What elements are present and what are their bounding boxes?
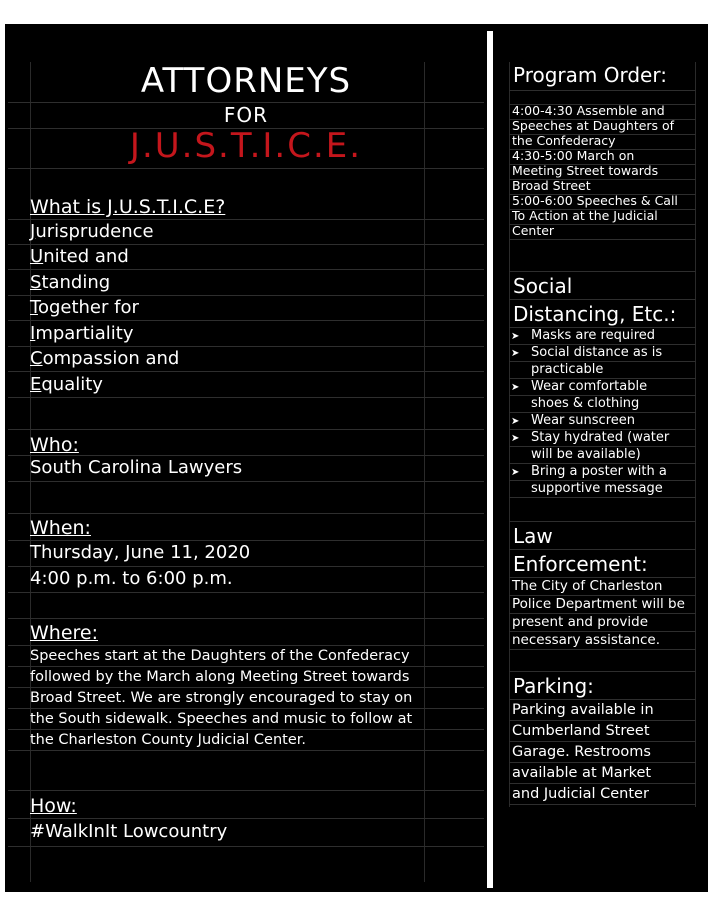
arrow-bullet-icon: ➤ xyxy=(511,467,520,478)
what-heading: What is J.U.S.T.I.C.E? xyxy=(8,194,484,220)
who-heading: Who: xyxy=(8,429,484,456)
bullet-item-cont: shoes & clothing xyxy=(509,395,696,413)
bullet-item: ➤ Social distance as is xyxy=(509,344,696,362)
what-line: Jurisprudence xyxy=(8,219,484,245)
program-line: Broad Street xyxy=(509,179,696,195)
spacer-row xyxy=(509,497,696,522)
parking-heading: Parking: xyxy=(509,671,696,700)
when-date: Thursday, June 11, 2020 xyxy=(8,540,484,567)
spacer-row xyxy=(8,592,484,619)
program-line: To Action at the Judicial xyxy=(509,209,696,225)
how-hashtag: #WalkInIt Lowcountry xyxy=(8,818,484,847)
where-line: the South sidewalk. Speeches and music to follow at xyxy=(8,708,484,730)
flyer-title: ATTORNEYS xyxy=(8,62,484,103)
program-line: 5:00-6:00 Speeches & Call xyxy=(509,194,696,210)
law-heading: Enforcement: xyxy=(509,549,696,578)
arrow-bullet-icon: ➤ xyxy=(511,348,520,359)
bullet-item-cont: will be available) xyxy=(509,446,696,464)
program-line: Speeches at Daughters of xyxy=(509,119,696,135)
spacer-row xyxy=(8,481,484,514)
program-line: the Confederacy xyxy=(509,134,696,150)
parking-line: Parking available in xyxy=(509,699,696,721)
where-line: Speeches start at the Daughters of the Confederacy xyxy=(8,645,484,667)
when-heading: When: xyxy=(8,513,484,541)
where-line: followed by the March along Meeting Street towards xyxy=(8,666,484,688)
program-heading: Program Order: xyxy=(509,62,696,91)
spacer-row xyxy=(8,750,484,791)
when-time: 4:00 p.m. to 6:00 p.m. xyxy=(8,566,484,593)
law-line: Police Department will be xyxy=(509,595,696,614)
what-line: Impartiality xyxy=(8,320,484,347)
bullet-item: ➤ Stay hydrated (water xyxy=(509,429,696,447)
program-line: Center xyxy=(509,224,696,240)
column-divider xyxy=(487,31,493,888)
flyer-for: FOR xyxy=(8,102,484,129)
where-heading: Where: xyxy=(8,618,484,646)
bullet-item-cont: supportive message xyxy=(509,480,696,498)
what-line: Together for xyxy=(8,295,484,321)
parking-line: and Judicial Center xyxy=(509,783,696,805)
parking-line: available at Market xyxy=(509,762,696,784)
law-line: present and provide xyxy=(509,613,696,632)
law-line: necessary assistance. xyxy=(509,631,696,650)
where-line: the Charleston County Judicial Center. xyxy=(8,729,484,751)
bullet-item: ➤ Masks are required xyxy=(509,327,696,345)
who-text: South Carolina Lawyers xyxy=(8,455,484,482)
social-heading: Social xyxy=(509,271,696,300)
flyer-acronym: J.U.S.T.I.C.E. xyxy=(8,128,484,169)
what-line: United and xyxy=(8,244,484,270)
program-line: 4:30-5:00 March on xyxy=(509,149,696,165)
parking-line: Garage. Restrooms xyxy=(509,741,696,763)
arrow-bullet-icon: ➤ xyxy=(511,433,520,444)
where-line: Broad Street. We are strongly encouraged to stay on xyxy=(8,687,484,709)
arrow-bullet-icon: ➤ xyxy=(511,416,520,427)
how-heading: How: xyxy=(8,790,484,819)
law-line: The City of Charleston xyxy=(509,577,696,596)
spacer-row xyxy=(8,397,484,430)
parking-line: Cumberland Street xyxy=(509,720,696,742)
spacer-row xyxy=(509,239,696,272)
program-line: 4:00-4:30 Assemble and xyxy=(509,104,696,120)
what-line: Standing xyxy=(8,269,484,296)
social-heading: Distancing, Etc.: xyxy=(509,299,696,328)
bullet-item: ➤ Bring a poster with a xyxy=(509,463,696,481)
arrow-bullet-icon: ➤ xyxy=(511,331,520,342)
arrow-bullet-icon: ➤ xyxy=(511,382,520,393)
spacer-row xyxy=(509,649,696,672)
bullet-item-cont: practicable xyxy=(509,361,696,379)
law-heading: Law xyxy=(509,521,696,550)
bullet-item: ➤ Wear comfortable xyxy=(509,378,696,396)
what-line: Compassion and xyxy=(8,346,484,372)
bullet-item: ➤ Wear sunscreen xyxy=(509,412,696,430)
program-line: Meeting Street towards xyxy=(509,164,696,180)
what-line: Equality xyxy=(8,371,484,398)
